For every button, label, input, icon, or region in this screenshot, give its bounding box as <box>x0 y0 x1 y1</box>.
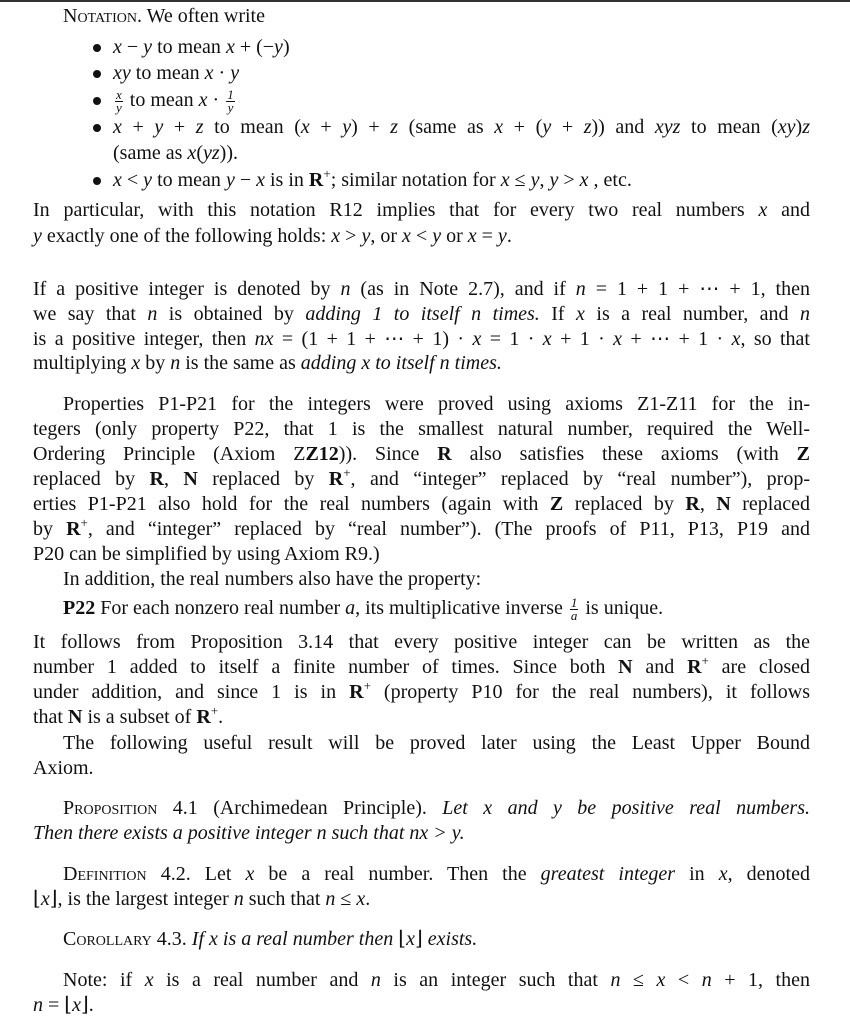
italic-run: n <box>147 303 158 325</box>
text-run: · <box>213 62 231 84</box>
text-run: < <box>665 969 702 991</box>
text-run: are closed <box>708 656 810 678</box>
italic-run: xy <box>777 116 796 138</box>
text-run: is in <box>265 169 309 191</box>
text-line <box>63 567 481 592</box>
italic-run: x <box>542 328 552 350</box>
text-run: is a positive integer, then <box>33 328 255 350</box>
italic-run: n <box>701 969 712 991</box>
text-run: + ⋯ + 1 · <box>622 328 732 350</box>
italic-run: x <box>113 169 122 191</box>
text-line <box>33 442 810 467</box>
italic-run: adding x to itself n times. <box>300 352 502 374</box>
text-run: = 1 + 1 + ⋯ + 1, then <box>585 278 810 300</box>
text-run: to mean <box>152 36 226 58</box>
text-run: and <box>632 656 688 678</box>
text-run: that <box>33 706 68 728</box>
text-line <box>33 756 94 781</box>
italic-run: y <box>143 169 153 191</box>
text-run: ⌋, is the largest integer <box>49 888 234 910</box>
bold-run: R <box>349 681 364 703</box>
text-run: 4.3. <box>151 928 192 950</box>
text-run: )). Since <box>338 443 438 465</box>
text-run: by <box>33 518 67 540</box>
italic-run: y <box>432 225 442 247</box>
italic-run: z <box>390 116 399 138</box>
text-run: = (1 + 1 + ⋯ + 1) · <box>273 328 473 350</box>
italic-run: y <box>274 36 283 58</box>
bullet-icon <box>93 124 101 132</box>
italic-run: z <box>802 116 811 138</box>
italic-run: x <box>144 969 154 991</box>
text-run: tegers (only property P22, that 1 is the smallest natural number, required the Well- <box>33 418 810 440</box>
text-run: ; similar notation for <box>330 169 501 191</box>
italic-run: Then there exists a positive integer n such that nx > y. <box>33 822 465 844</box>
text-line <box>33 302 810 327</box>
italic-run: y <box>33 225 42 247</box>
text-run: Ordering Principle (Axiom Z <box>33 443 306 465</box>
text-run: )). <box>219 142 238 164</box>
text-run: + (− <box>234 36 275 58</box>
bold-run: R <box>687 656 702 678</box>
text-run: (property P10 for the real numbers), it follows <box>370 681 810 703</box>
text-line <box>33 351 502 376</box>
italic-run: x <box>40 888 50 910</box>
fraction <box>570 594 579 623</box>
text-run: 4.1 (Archimedean Principle). <box>157 797 443 819</box>
italic-run: y <box>497 225 507 247</box>
text-line <box>33 277 810 302</box>
text-line <box>33 993 94 1018</box>
text-line <box>113 115 810 140</box>
smallcaps-run: Corollary <box>63 928 152 950</box>
text-line <box>63 927 477 952</box>
text-run: ≤ <box>620 969 657 991</box>
fraction <box>226 86 235 115</box>
text-run: , <box>699 493 717 515</box>
text-run: by <box>140 352 171 374</box>
text-run: − <box>234 169 257 191</box>
italic-run: x <box>731 328 741 350</box>
italic-run: n <box>340 278 351 300</box>
italic-run: x <box>402 225 411 247</box>
text-line <box>33 492 810 517</box>
bold-run: N <box>68 706 83 728</box>
italic-run: n <box>575 278 586 300</box>
bold-run: N <box>183 468 198 490</box>
italic-run: x <box>758 199 768 221</box>
bold-run: R <box>66 518 81 540</box>
bold-run: N <box>716 493 731 515</box>
text-run: . <box>218 706 224 728</box>
italic-run: y <box>143 36 153 58</box>
bold-run: Z <box>549 493 564 515</box>
text-line <box>33 224 512 249</box>
bullet-icon <box>93 97 101 105</box>
text-run: If a positive integer is denoted by <box>33 278 341 300</box>
text-line <box>63 392 810 417</box>
smallcaps-run: Proposition <box>63 797 158 819</box>
italic-run: Let x and y be positive real numbers. <box>442 797 810 819</box>
text-run: + <box>163 116 196 138</box>
italic-run: n <box>610 969 621 991</box>
italic-run: x <box>198 89 208 111</box>
text-run: Properties P1-P21 for the integers were proved using axioms Z1-Z11 for the in- <box>63 393 810 415</box>
text-run: In addition, the real numbers also have the property: <box>63 568 482 590</box>
italic-run: y <box>549 169 559 191</box>
italic-run: yz <box>202 142 220 164</box>
italic-run: n <box>233 888 244 910</box>
italic-run: y <box>361 225 371 247</box>
italic-run: n <box>33 994 43 1016</box>
italic-run: exists. <box>422 928 478 950</box>
text-run: )) and <box>591 116 655 138</box>
italic-run: adding 1 to itself n times. <box>305 303 540 325</box>
fraction-denominator: y <box>227 99 234 115</box>
superscript: + <box>80 515 88 530</box>
text-run: , denoted <box>727 863 810 885</box>
text-run: under addition, and since 1 is in <box>33 681 350 703</box>
italic-run: z <box>195 116 204 138</box>
text-run: Axiom. <box>33 757 94 779</box>
text-run: to mean ( <box>680 116 778 138</box>
bold-run: R <box>328 468 344 490</box>
italic-run: x <box>131 352 141 374</box>
bold-run: R <box>437 443 452 465</box>
text-run: . <box>365 888 371 910</box>
italic-run: n <box>370 969 381 991</box>
text-run: , so that <box>740 328 810 350</box>
italic-run: z <box>583 116 592 138</box>
text-run: (as in Note 2.7), and if <box>350 278 576 300</box>
superscript: + <box>363 678 371 693</box>
text-line <box>63 862 810 887</box>
italic-run: y <box>230 62 240 84</box>
top-rule <box>0 0 850 2</box>
bold-run: P22 <box>63 597 96 619</box>
italic-run: x <box>500 169 510 191</box>
text-run: 4.2. Let <box>146 863 246 885</box>
text-line <box>63 968 810 993</box>
text-run: > <box>558 169 580 191</box>
bullet-icon <box>93 70 101 78</box>
italic-run: nx <box>254 328 274 350</box>
bullet-icon <box>93 44 101 52</box>
text-run: (same as <box>398 116 495 138</box>
italic-run: y <box>542 116 552 138</box>
text-run: ⌊ <box>398 928 407 950</box>
text-run: ) <box>795 116 803 138</box>
text-run: to mean <box>152 169 226 191</box>
text-run: For each nonzero real number <box>95 597 346 619</box>
text-run: we say that <box>33 303 148 325</box>
text-run: multiplying <box>33 352 132 374</box>
italic-run: n <box>325 888 336 910</box>
text-run: be a real number. Then the <box>254 863 541 885</box>
text-run: If <box>539 303 577 325</box>
text-run: + <box>551 116 584 138</box>
text-run: replaced by <box>563 493 686 515</box>
text-run: is a real number and <box>153 969 371 991</box>
bullet-icon <box>93 177 101 185</box>
text-run: to mean <box>130 62 205 84</box>
italic-run: x <box>356 888 366 910</box>
italic-run: x <box>656 969 666 991</box>
italic-run: x <box>113 36 122 58</box>
italic-run: x <box>613 328 623 350</box>
fraction <box>115 86 123 115</box>
text-run: − <box>121 36 144 58</box>
text-run: , and “integer” replaced by “real number”), prop- <box>350 468 810 490</box>
text-run: is obtained by <box>157 303 306 325</box>
italic-run: n <box>800 303 810 325</box>
fraction-denominator: a <box>570 607 578 623</box>
text-run: ⌊ <box>33 888 41 910</box>
superscript: + <box>323 166 331 181</box>
text-line <box>63 4 265 29</box>
italic-run: x <box>256 169 265 191</box>
italic-run: y <box>530 169 540 191</box>
text-run: + <box>121 116 155 138</box>
text-run: number 1 added to itself a finite number of times. Since both <box>33 656 619 678</box>
text-line <box>33 467 810 492</box>
italic-run: x <box>300 116 310 138</box>
text-line <box>33 417 810 442</box>
text-run: = 1 · <box>481 328 543 350</box>
text-line <box>63 596 663 621</box>
italic-run: a <box>345 597 356 619</box>
italic-run: x <box>187 142 197 164</box>
italic-run: x <box>494 116 504 138</box>
text-run: to mean <box>124 89 199 111</box>
text-run: is the same as <box>180 352 301 374</box>
text-line <box>113 35 290 60</box>
text-line <box>63 796 810 821</box>
italic-run: x <box>72 994 81 1016</box>
text-run: ) <box>282 36 290 58</box>
italic-run: x <box>472 328 482 350</box>
text-run: ≤ <box>335 888 357 910</box>
italic-run: x <box>245 863 255 885</box>
italic-run: y <box>342 116 352 138</box>
text-run: or <box>441 225 468 247</box>
superscript: + <box>701 653 709 668</box>
text-line <box>33 630 810 655</box>
text-run: is unique. <box>580 597 664 619</box>
text-run: , and “integer” replaced by “real number”). (The proofs of P11, P13, P19 and <box>87 518 810 540</box>
text-run: + ( <box>503 116 543 138</box>
text-run: replaced by <box>33 468 150 490</box>
italic-run: y <box>154 116 164 138</box>
text-run: ( <box>196 142 203 164</box>
smallcaps-run: Definition <box>63 863 147 885</box>
italic-run: x <box>113 116 122 138</box>
fraction-numerator: 1 <box>570 594 578 610</box>
bold-run: Z12 <box>305 443 339 465</box>
italic-run: xyz <box>654 116 681 138</box>
italic-run: x <box>225 36 235 58</box>
italic-run: y <box>225 169 235 191</box>
italic-run: greatest integer <box>540 863 676 885</box>
text-line <box>33 705 223 730</box>
italic-run: x <box>579 169 589 191</box>
text-run: to mean ( <box>203 116 301 138</box>
text-run: . We often write <box>136 5 265 27</box>
text-run: = <box>476 225 498 247</box>
text-line <box>33 821 465 846</box>
text-run: It follows from Proposition 3.14 that every positive integer can be written as the <box>33 631 810 653</box>
text-line <box>113 141 238 166</box>
text-run: , <box>163 468 184 490</box>
fraction-denominator: y <box>116 99 122 115</box>
italic-run: x <box>467 225 477 247</box>
text-line <box>33 327 810 352</box>
text-run: in <box>675 863 719 885</box>
italic-run: x <box>406 928 415 950</box>
text-run: . <box>506 225 512 247</box>
text-run: ⌋. <box>80 994 94 1016</box>
superscript: + <box>210 703 219 718</box>
text-run: · <box>207 89 225 111</box>
text-line <box>33 655 810 680</box>
text-run: < <box>410 225 433 247</box>
text-run: ⌋ <box>414 928 423 950</box>
italic-run: x <box>331 225 341 247</box>
text-run: is an integer such that <box>380 969 611 991</box>
text-line <box>33 887 370 912</box>
bold-run: N <box>618 656 633 678</box>
text-run: erties P1-P21 also hold for the real numbers (again with <box>33 493 550 515</box>
text-run: , <box>539 169 550 191</box>
italic-run: x <box>718 863 728 885</box>
text-run: P20 can be simplified by using Axiom R9.) <box>33 543 380 565</box>
superscript: + <box>343 465 351 480</box>
text-run: + 1, then <box>711 969 810 991</box>
text-line <box>113 61 239 86</box>
fraction-numerator: x <box>116 86 122 102</box>
text-line <box>33 517 810 542</box>
text-run: (same as <box>113 142 188 164</box>
text-run: ≤ <box>509 169 531 191</box>
text-run: , etc. <box>588 169 632 191</box>
italic-run: n <box>170 352 181 374</box>
text-run: also satisfies these axioms (with <box>451 443 797 465</box>
text-line <box>33 198 810 223</box>
text-run: The following useful result will be proved later using the Least Upper Bound <box>63 732 810 754</box>
text-run: , its multiplicative inverse <box>355 597 568 619</box>
smallcaps-run: Notation <box>63 5 137 27</box>
bold-run: R <box>685 493 700 515</box>
text-line <box>113 168 632 193</box>
text-run: is a real number, and <box>584 303 800 325</box>
italic-run: x <box>204 62 214 84</box>
italic-run: If x is a real number then <box>191 928 399 950</box>
text-run: is a subset of <box>82 706 197 728</box>
italic-run: xy <box>113 62 131 84</box>
text-run: + 1 · <box>551 328 614 350</box>
text-run: and <box>767 199 810 221</box>
text-run: such that <box>243 888 326 910</box>
text-run: , or <box>370 225 403 247</box>
text-run: = ⌊ <box>43 994 73 1016</box>
bold-run: R <box>196 706 211 728</box>
text-run: Note: if <box>63 969 145 991</box>
bold-run: Z <box>796 443 810 465</box>
text-line <box>33 680 810 705</box>
text-run: exactly one of the following holds: <box>41 225 332 247</box>
text-run: + <box>309 116 343 138</box>
text-run: replaced by <box>197 468 329 490</box>
text-line <box>113 88 237 113</box>
fraction-numerator: 1 <box>227 86 234 102</box>
bold-run: R <box>308 169 324 191</box>
text-run: ) + <box>351 116 391 138</box>
text-run: > <box>340 225 362 247</box>
text-run: In particular, with this notation R12 implies that for every two real numbers <box>33 199 759 221</box>
text-line <box>33 542 380 567</box>
italic-run: x <box>576 303 585 325</box>
text-line <box>63 731 810 756</box>
text-run: < <box>121 169 144 191</box>
text-run: replaced <box>730 493 810 515</box>
bold-run: R <box>149 468 164 490</box>
